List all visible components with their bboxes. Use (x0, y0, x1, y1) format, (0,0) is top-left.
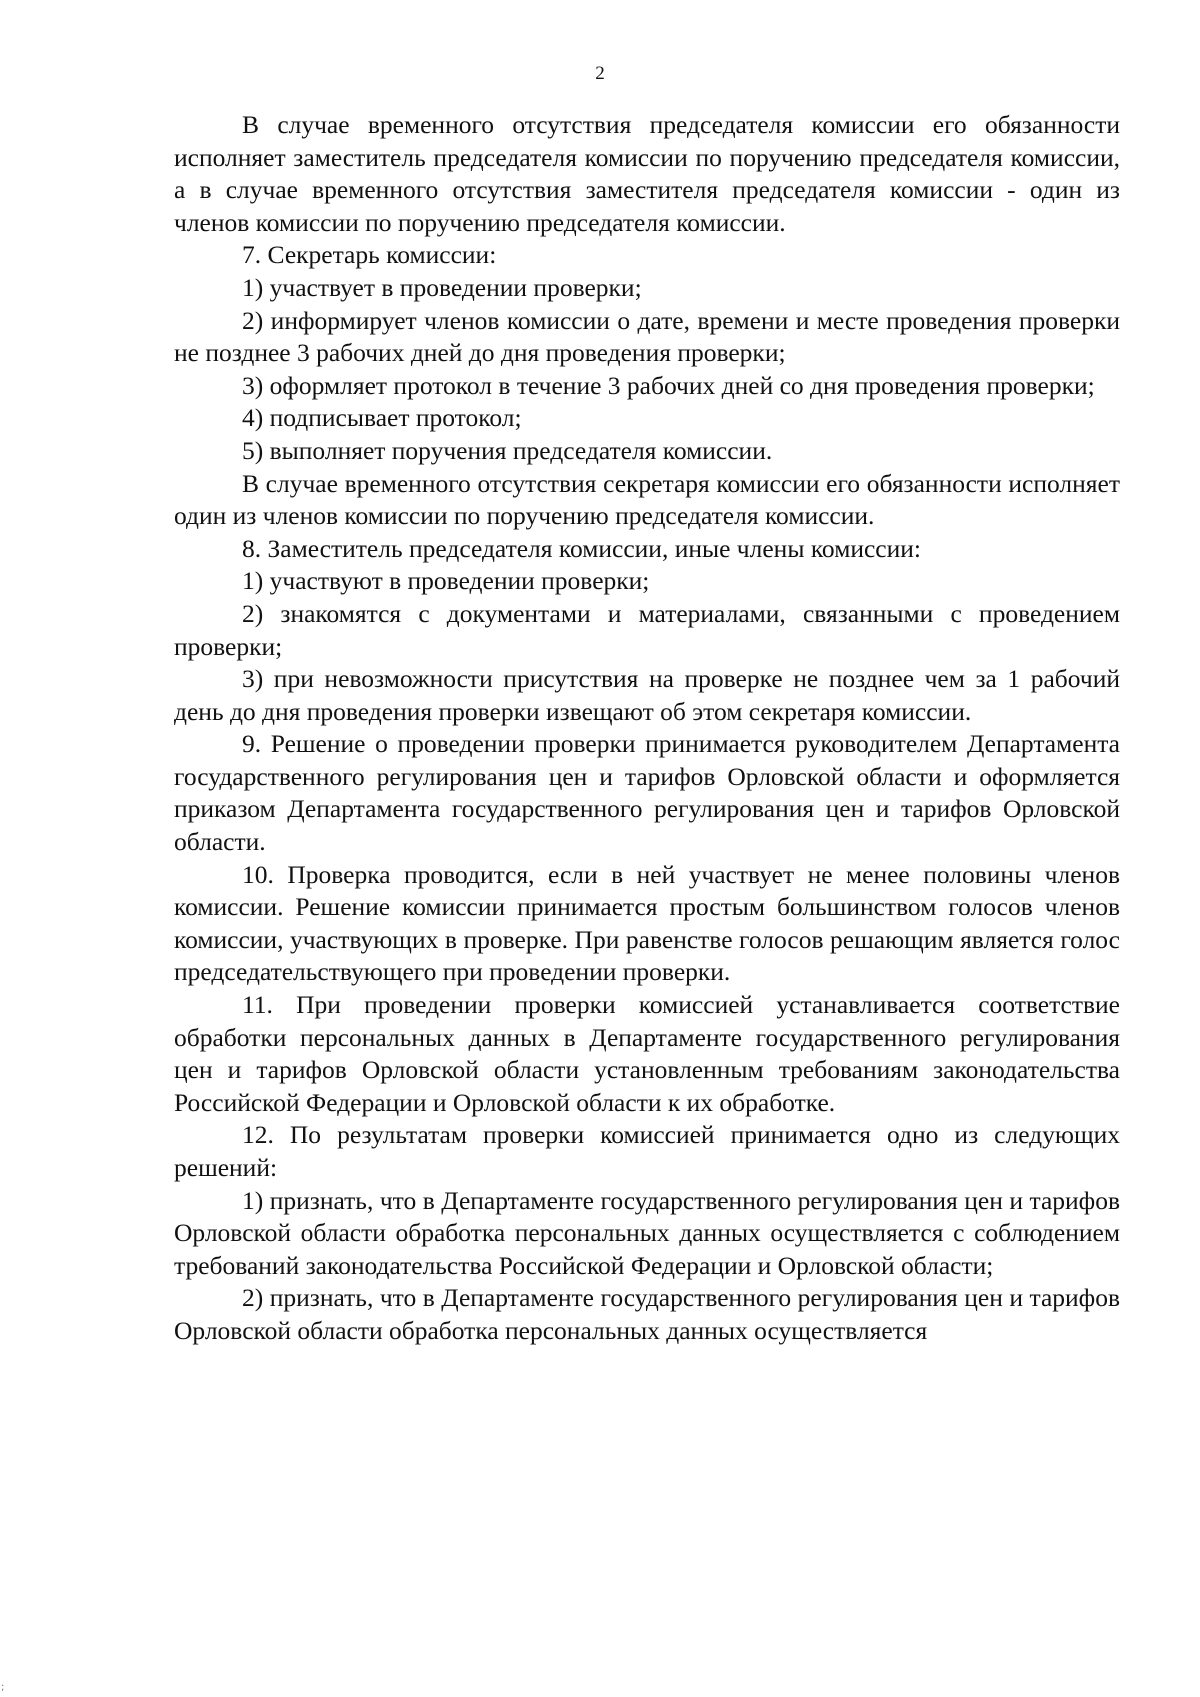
paragraph-absence-secretary: В случае временного отсутствия секретаря комиссии его обязанности исполняет один из членов комиссии по поручению председателя комиссии. (174, 468, 1120, 531)
paragraph-8-item-3: 3) при невозможности присутствия на проверке не позднее чем за 1 рабочий день до дня проведения проверки извещают об этом секретаря комиссии. (174, 664, 1120, 726)
paragraph-8-item-1: 1) участвуют в проведении проверки; (242, 566, 650, 596)
paragraph-8-item-2: 2) знакомятся с документами и материалами, связанными с проведением проверки; (174, 598, 1120, 661)
paragraph-12-item-1: 1) признать, что в Департаменте государственного регулирования цен и тарифов Орловской области обработка персональных данных осуществляется с соблюдением требований законодательства Российской Федерации и Орловской области; (174, 1185, 1120, 1280)
paragraph-9-decision: 9. Решение о проведении проверки принимается руководителем Департамента государственного регулирования цен и тарифов Орловской области и оформляется приказом Департамента государственного регулирования цен и тарифов Орловской области. (174, 729, 1120, 857)
paragraph-10-quorum: 10. Проверка проводится, если в ней участвует не менее половины членов комиссии. Решение комиссии принимается простым большинством голосов членов комиссии, участвующих в проверке. При равенстве голосов решающим является голос председательствующего при проведении проверки. (174, 859, 1120, 987)
page-number: 2 (595, 63, 605, 84)
paragraph-12-results: 12. По результатам проверки комиссией принимается одно из следующих решений: (174, 1120, 1120, 1182)
document-body (174, 109, 1120, 1348)
paragraph-12-item-2: 2) признать, что в Департаменте государственного регулирования цен и тарифов Орловской области обработка персональных данных осуществляется (174, 1283, 1120, 1345)
paragraph-7-item-5: 5) выполняет поручения председателя комиссии. (242, 435, 773, 465)
paragraph-7-secretary: 7. Секретарь комиссии: (242, 240, 497, 270)
paragraph-11-compliance: 11. При проведении проверки комиссией устанавливается соответствие обработки персональных данных в Департаменте государственного регулирования цен и тарифов Орловской области установленным требованиям законодательства Российской Федерации и Орловской области к их обработке. (174, 990, 1120, 1117)
paragraph-8-members: 8. Заместитель председателя комиссии, иные члены комиссии: (242, 533, 921, 563)
scan-edge-mark: ; (1, 1682, 5, 1693)
paragraph-7-item-4: 4) подписывает протокол; (242, 403, 522, 433)
paragraph-7-item-3: 3) оформляет протокол в течение 3 рабочих дней со дня проведения проверки; (242, 370, 1095, 400)
paragraph-7-item-2: 2) информирует членов комиссии о дате, времени и месте проведения проверки не позднее 3 рабочих дней до дня проведения проверки; (174, 305, 1120, 368)
paragraph-absence-chairman: В случае временного отсутствия председателя комиссии его обязанности исполняет заместитель председателя комиссии по поручению председателя комиссии, а в случае временного отсутствия заместителя председателя комиссии - один из членов комиссии по поручению председателя комиссии. (174, 110, 1120, 237)
paragraph-7-item-1: 1) участвует в проведении проверки; (242, 272, 642, 302)
